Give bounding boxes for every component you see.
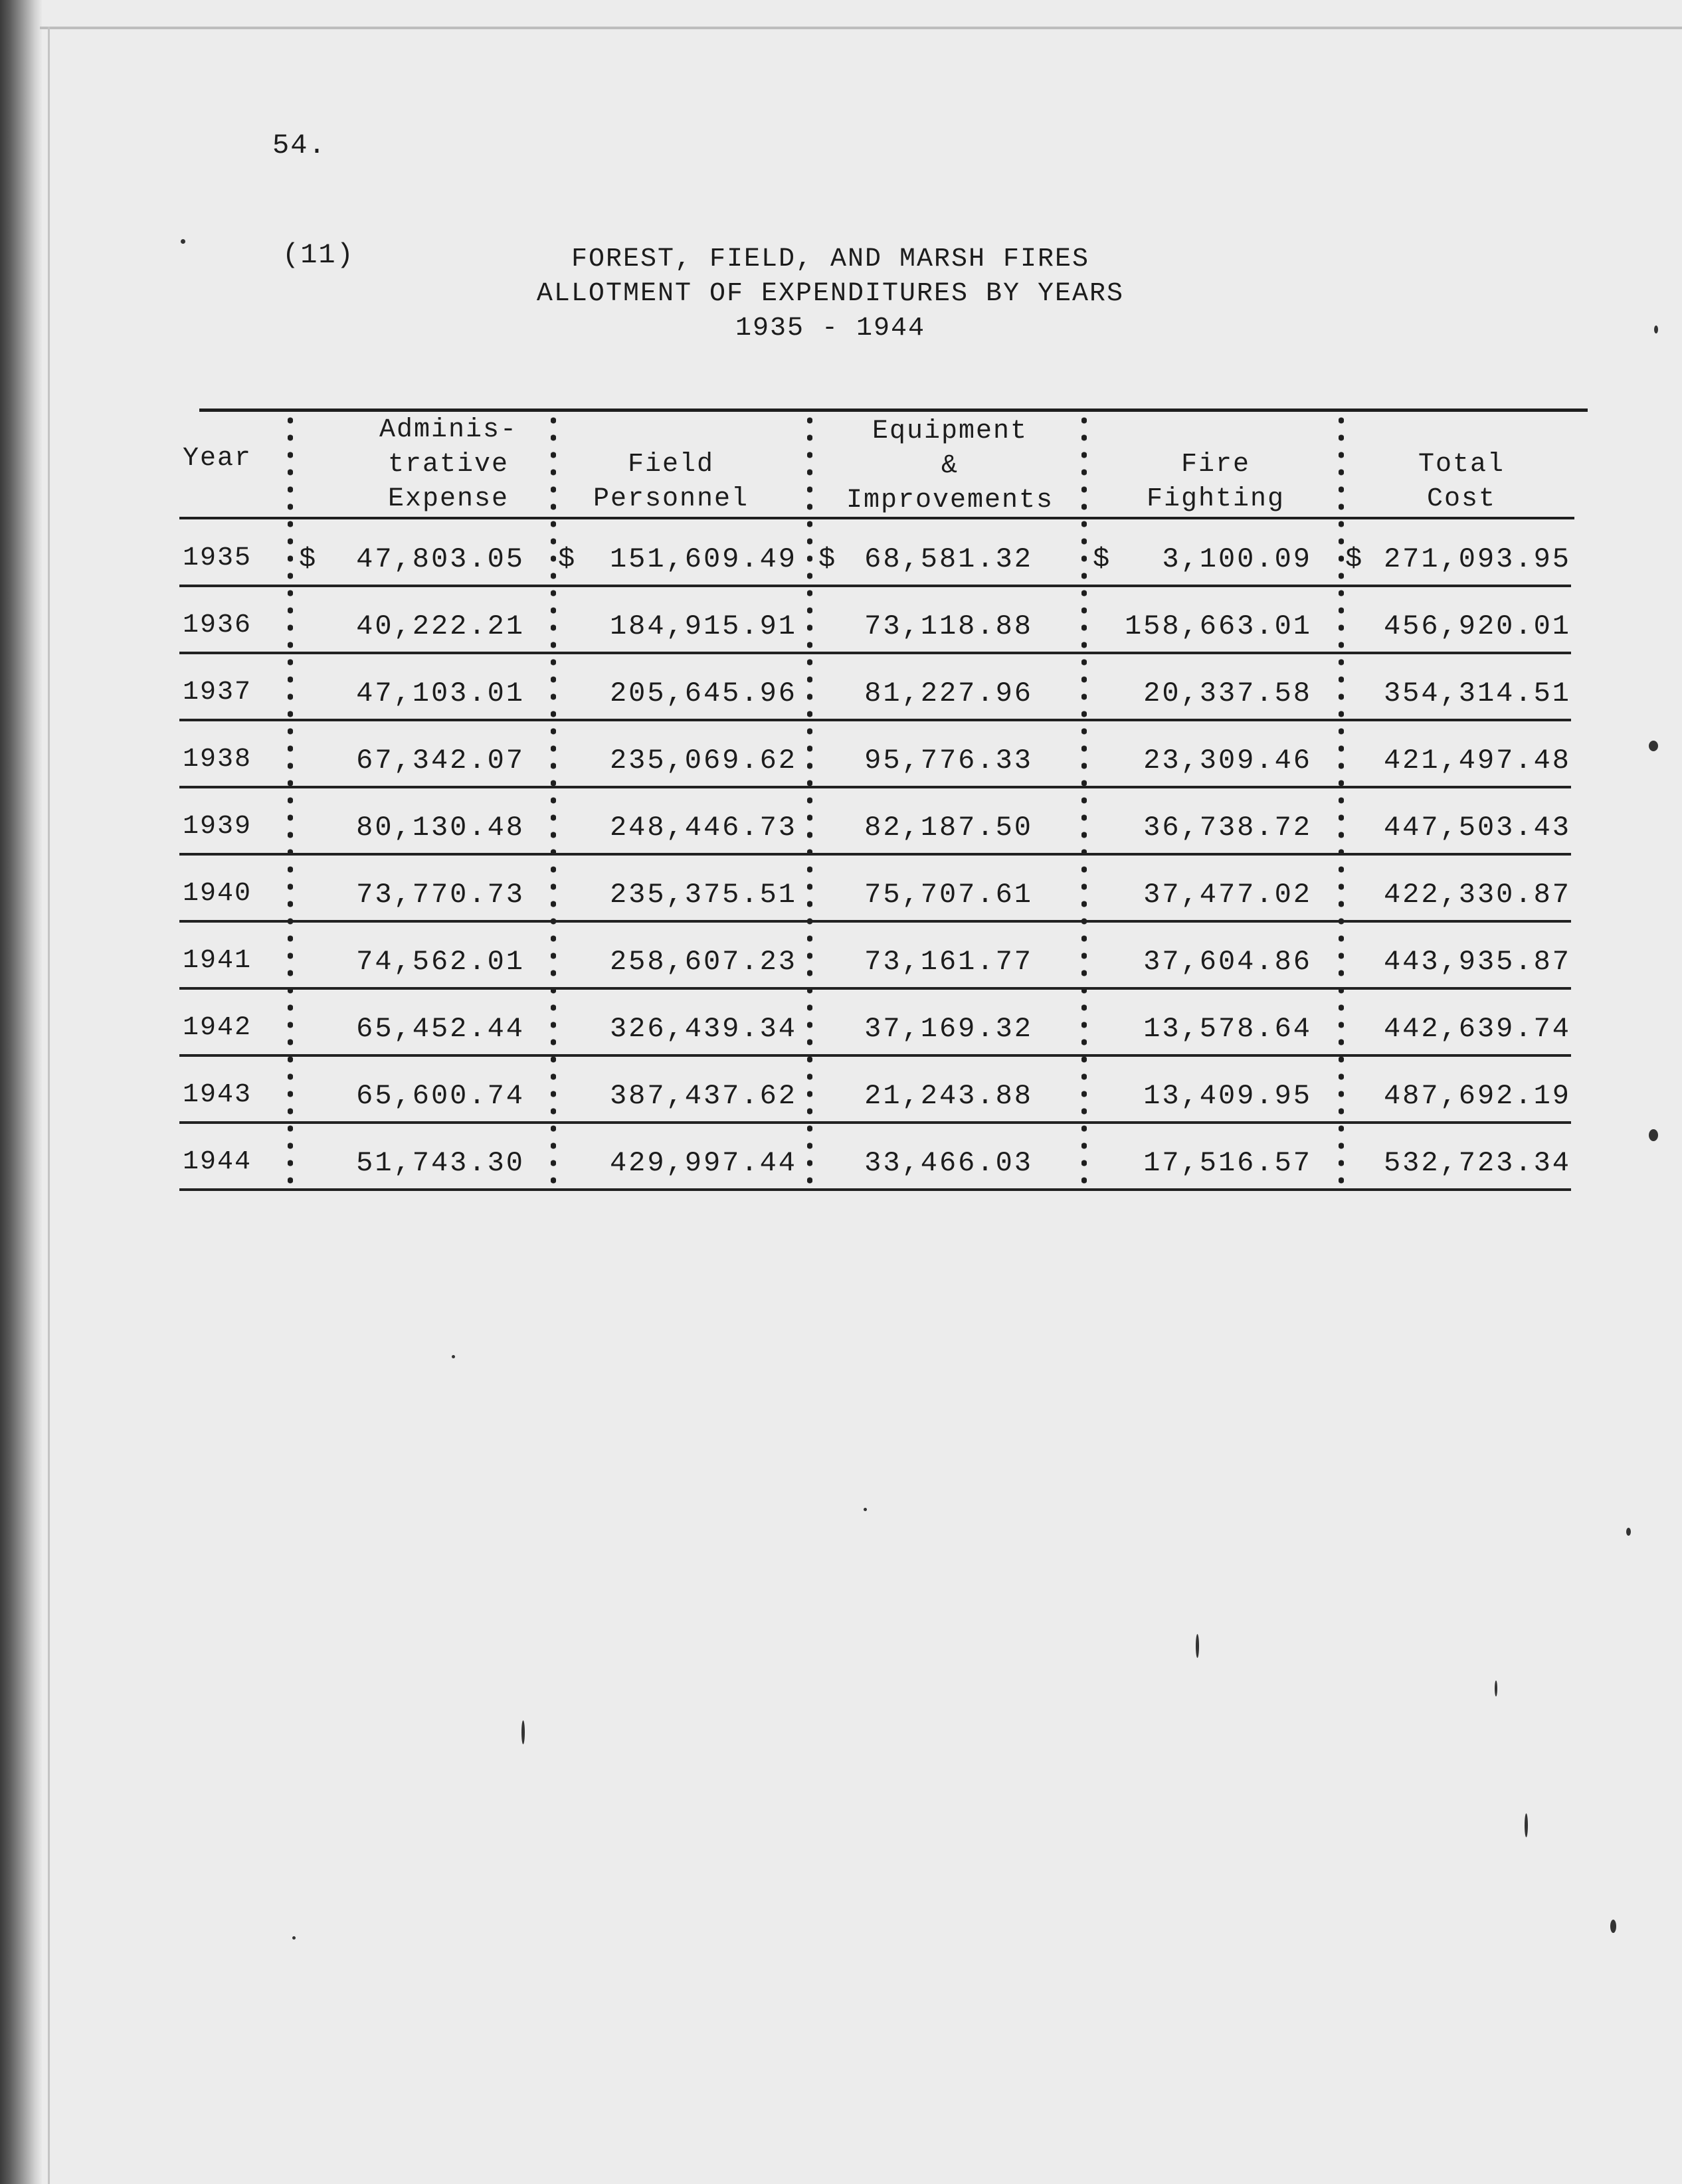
cell-admin: 80,130.48 xyxy=(356,812,525,844)
col-header-year xyxy=(183,442,252,476)
cell-field: 235,069.62 xyxy=(609,745,797,776)
col-header-equipment-line: Improvements xyxy=(846,486,1054,515)
table-number: (11) xyxy=(282,239,355,271)
cell-admin: 47,103.01 xyxy=(356,678,525,709)
cell-equipment: 73,161.77 xyxy=(864,946,1033,978)
cell-field: 205,645.96 xyxy=(609,678,797,709)
cell-total: 487,692.19 xyxy=(1383,1080,1571,1112)
cell-field: 258,607.23 xyxy=(609,946,797,978)
cell-total: 532,723.34 xyxy=(1383,1147,1571,1179)
col-header-admin-line: Expense xyxy=(387,484,510,514)
col-header-admin xyxy=(342,413,555,517)
col-header-admin-line: trative xyxy=(387,450,510,480)
column-separator xyxy=(1081,412,1087,1189)
cell-admin: 74,562.01 xyxy=(356,946,525,978)
scan-speck xyxy=(1626,1528,1631,1536)
cell-field: 326,439.34 xyxy=(609,1013,797,1045)
cell-fire: 3,100.09 xyxy=(1162,543,1312,575)
col-header-equipment-line: Equipment xyxy=(872,416,1028,446)
cell-admin: 65,452.44 xyxy=(356,1013,525,1045)
title-line-1: FOREST, FIELD, AND MARSH FIRES xyxy=(571,244,1090,274)
cell-fire: 13,409.95 xyxy=(1143,1080,1312,1112)
scan-speck xyxy=(1610,1920,1616,1933)
currency-symbol: $ xyxy=(299,543,316,575)
scan-speck xyxy=(1525,1813,1528,1837)
row-underline xyxy=(179,652,1571,654)
scan-speck xyxy=(452,1355,455,1358)
cell-equipment: 33,466.03 xyxy=(864,1147,1033,1179)
scan-binding-edge xyxy=(0,0,43,2184)
cell-fire: 20,337.58 xyxy=(1143,678,1312,709)
row-underline xyxy=(179,920,1571,923)
row-underline xyxy=(179,1121,1571,1124)
col-header-total xyxy=(1375,448,1548,517)
cell-admin: 73,770.73 xyxy=(356,879,525,911)
table-row-year: 1941 xyxy=(183,946,252,976)
currency-symbol: $ xyxy=(1093,543,1110,575)
row-underline xyxy=(179,1188,1571,1191)
col-header-equipment-line: & xyxy=(941,451,959,481)
col-header-field-line: Field xyxy=(627,450,715,480)
cell-equipment: 75,707.61 xyxy=(864,879,1033,911)
cell-equipment: 68,581.32 xyxy=(864,543,1033,575)
cell-total: 422,330.87 xyxy=(1383,879,1571,911)
cell-field: 248,446.73 xyxy=(609,812,797,844)
table-row-year: 1944 xyxy=(183,1147,252,1177)
col-header-total-line: Total xyxy=(1418,450,1505,480)
cell-field: 184,915.91 xyxy=(609,610,797,642)
cell-total: 271,093.95 xyxy=(1383,543,1571,575)
cell-fire: 37,604.86 xyxy=(1143,946,1312,978)
row-underline xyxy=(179,585,1571,587)
scan-speck xyxy=(1495,1681,1497,1696)
page-number: 54. xyxy=(272,130,327,161)
cell-fire: 36,738.72 xyxy=(1143,812,1312,844)
cell-fire: 13,578.64 xyxy=(1143,1013,1312,1045)
col-header-year-text: Year xyxy=(183,444,252,474)
cell-equipment: 37,169.32 xyxy=(864,1013,1033,1045)
cell-equipment: 95,776.33 xyxy=(864,745,1033,776)
column-separator xyxy=(807,412,812,1189)
row-underline xyxy=(179,853,1571,856)
cell-total: 442,639.74 xyxy=(1383,1013,1571,1045)
cell-field: 151,609.49 xyxy=(609,543,797,575)
table-top-rule xyxy=(199,409,1588,412)
cell-total: 421,497.48 xyxy=(1383,745,1571,776)
scan-speck xyxy=(181,239,185,244)
table-row-year: 1939 xyxy=(183,812,252,842)
col-header-fire-line: Fighting xyxy=(1146,484,1285,514)
table-title xyxy=(465,242,1196,346)
scan-speck xyxy=(1196,1634,1199,1658)
table-row-year: 1943 xyxy=(183,1080,252,1110)
scan-speck xyxy=(521,1720,525,1744)
table-row-year: 1935 xyxy=(183,543,252,573)
table-row-year: 1942 xyxy=(183,1013,252,1043)
cell-equipment: 73,118.88 xyxy=(864,610,1033,642)
cell-fire: 37,477.02 xyxy=(1143,879,1312,911)
col-header-field-line: Personnel xyxy=(593,484,749,514)
cell-fire: 23,309.46 xyxy=(1143,745,1312,776)
row-underline xyxy=(179,786,1571,788)
cell-field: 235,375.51 xyxy=(609,879,797,911)
cell-total: 443,935.87 xyxy=(1383,946,1571,978)
cell-field: 387,437.62 xyxy=(609,1080,797,1112)
table-row-year: 1940 xyxy=(183,879,252,909)
scan-speck xyxy=(292,1936,296,1940)
col-header-total-line: Cost xyxy=(1426,484,1496,514)
currency-symbol: $ xyxy=(1345,543,1362,575)
cell-total: 354,314.51 xyxy=(1383,678,1571,709)
scan-speck xyxy=(1649,741,1658,751)
cell-admin: 40,222.21 xyxy=(356,610,525,642)
currency-symbol: $ xyxy=(818,543,836,575)
table-row-year: 1938 xyxy=(183,745,252,774)
cell-fire: 17,516.57 xyxy=(1143,1147,1312,1179)
cell-equipment: 21,243.88 xyxy=(864,1080,1033,1112)
scan-frame-left xyxy=(48,27,50,2184)
title-line-2: ALLOTMENT OF EXPENDITURES BY YEARS xyxy=(536,279,1125,309)
row-underline xyxy=(179,1054,1571,1057)
scan-speck xyxy=(1654,325,1658,333)
cell-total: 456,920.01 xyxy=(1383,610,1571,642)
cell-fire: 158,663.01 xyxy=(1124,610,1312,642)
cell-admin: 67,342.07 xyxy=(356,745,525,776)
cell-field: 429,997.44 xyxy=(609,1147,797,1179)
scan-speck xyxy=(864,1508,867,1511)
currency-symbol: $ xyxy=(558,543,575,575)
column-separator xyxy=(551,412,556,1189)
column-separator xyxy=(1339,412,1344,1189)
col-header-fire xyxy=(1123,448,1309,517)
col-header-admin-line: Adminis- xyxy=(379,415,518,445)
col-header-equipment xyxy=(827,414,1073,518)
col-header-field xyxy=(571,448,771,517)
cell-admin: 51,743.30 xyxy=(356,1147,525,1179)
row-underline xyxy=(179,719,1571,721)
cell-equipment: 82,187.50 xyxy=(864,812,1033,844)
table-row-year: 1936 xyxy=(183,610,252,640)
header-rule xyxy=(179,517,1574,519)
col-header-fire-line: Fire xyxy=(1180,450,1250,480)
row-underline xyxy=(179,987,1571,990)
title-line-3: 1935 - 1944 xyxy=(735,314,926,343)
scan-speck xyxy=(1649,1129,1658,1141)
cell-total: 447,503.43 xyxy=(1383,812,1571,844)
cell-admin: 47,803.05 xyxy=(356,543,525,575)
column-separator xyxy=(288,412,293,1189)
scan-frame-top xyxy=(40,27,1682,29)
table-row-year: 1937 xyxy=(183,678,252,707)
cell-equipment: 81,227.96 xyxy=(864,678,1033,709)
cell-admin: 65,600.74 xyxy=(356,1080,525,1112)
